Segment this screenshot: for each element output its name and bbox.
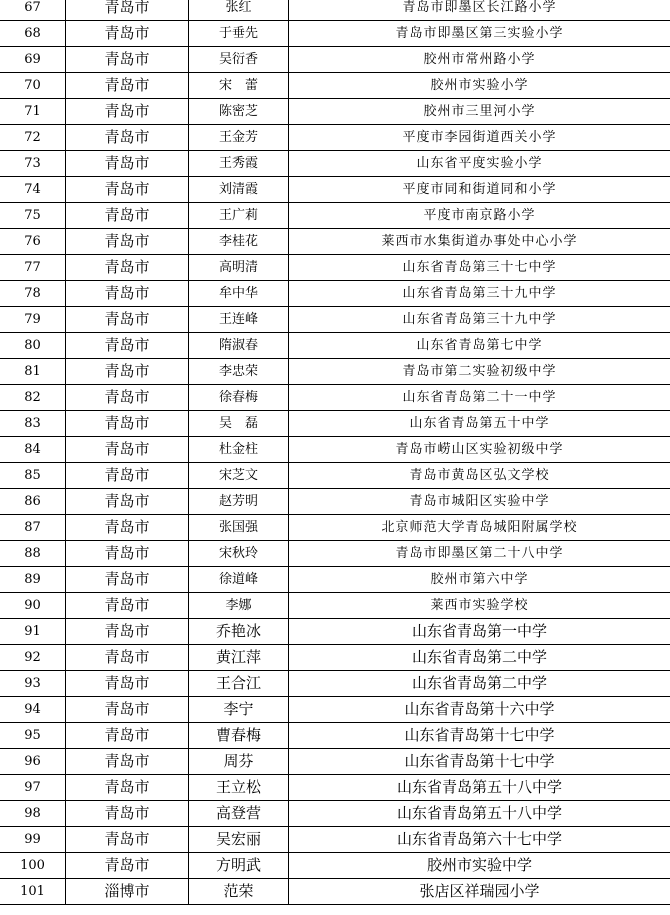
city-cell: 青岛市 [66,775,189,801]
school-cell: 北京师范大学青岛城阳附属学校 [289,515,670,541]
table-row [0,515,670,541]
school-cell: 山东省青岛第十七中学 [289,749,670,775]
name-cell: 范荣 [189,879,289,905]
row-number: 94 [0,697,66,723]
school-cell: 山东省青岛第三十九中学 [289,281,670,307]
city-cell: 青岛市 [66,229,189,255]
city-cell: 青岛市 [66,281,189,307]
row-number: 83 [0,411,66,437]
table-row [0,541,670,567]
name-cell: 王金芳 [189,125,289,151]
name-cell: 李桂花 [189,229,289,255]
table-row [0,125,670,151]
school-cell: 山东省青岛第二十一中学 [289,385,670,411]
school-cell: 青岛市第二实验初级中学 [289,359,670,385]
row-number: 85 [0,463,66,489]
city-cell: 青岛市 [66,645,189,671]
name-cell: 牟中华 [189,281,289,307]
name-cell: 徐道峰 [189,567,289,593]
school-cell: 胶州市常州路小学 [289,47,670,73]
city-cell: 青岛市 [66,619,189,645]
row-number: 98 [0,801,66,827]
name-cell: 张红 [189,0,289,21]
school-cell: 青岛市即墨区第二十八中学 [289,541,670,567]
name-cell: 高登营 [189,801,289,827]
name-cell: 曹春梅 [189,723,289,749]
table-row [0,853,670,879]
school-cell: 山东省青岛第五十八中学 [289,775,670,801]
row-number: 86 [0,489,66,515]
name-cell: 王合江 [189,671,289,697]
name-cell: 赵芳明 [189,489,289,515]
city-cell: 青岛市 [66,203,189,229]
name-cell: 黄江萍 [189,645,289,671]
table-row [0,281,670,307]
table-row [0,827,670,853]
row-number: 74 [0,177,66,203]
school-cell: 青岛市即墨区长江路小学 [289,0,670,21]
city-cell: 青岛市 [66,723,189,749]
row-number: 76 [0,229,66,255]
name-cell: 于垂先 [189,21,289,47]
school-cell: 山东省青岛第十六中学 [289,697,670,723]
table-row [0,21,670,47]
name-cell: 徐春梅 [189,385,289,411]
name-cell: 李宁 [189,697,289,723]
city-cell: 青岛市 [66,21,189,47]
table-row [0,645,670,671]
school-cell: 山东省平度实验小学 [289,151,670,177]
row-number: 92 [0,645,66,671]
city-cell: 青岛市 [66,853,189,879]
name-cell: 乔艳冰 [189,619,289,645]
table-row [0,749,670,775]
city-cell: 青岛市 [66,437,189,463]
school-cell: 张店区祥瑞园小学 [289,879,670,905]
name-cell: 高明清 [189,255,289,281]
table-row [0,229,670,255]
name-cell: 宋芝文 [189,463,289,489]
table-row [0,177,670,203]
city-cell: 青岛市 [66,151,189,177]
name-cell: 周芬 [189,749,289,775]
row-number: 67 [0,0,66,21]
row-number: 81 [0,359,66,385]
table-row [0,255,670,281]
school-cell: 平度市南京路小学 [289,203,670,229]
city-cell: 青岛市 [66,255,189,281]
city-cell: 青岛市 [66,515,189,541]
row-number: 73 [0,151,66,177]
row-number: 95 [0,723,66,749]
name-cell: 宋 蕾 [189,73,289,99]
city-cell: 青岛市 [66,385,189,411]
name-cell: 李娜 [189,593,289,619]
row-number: 84 [0,437,66,463]
name-cell: 王秀霞 [189,151,289,177]
row-number: 101 [0,879,66,905]
row-number: 89 [0,567,66,593]
school-cell: 山东省青岛第三十七中学 [289,255,670,281]
table-row [0,671,670,697]
school-cell: 莱西市实验学校 [289,593,670,619]
row-number: 91 [0,619,66,645]
city-cell: 青岛市 [66,593,189,619]
school-cell: 胶州市三里河小学 [289,99,670,125]
name-cell: 吴衍香 [189,47,289,73]
table-row [0,307,670,333]
school-cell: 青岛市崂山区实验初级中学 [289,437,670,463]
row-number: 79 [0,307,66,333]
school-cell: 山东省青岛第六十七中学 [289,827,670,853]
table-row [0,151,670,177]
row-number: 87 [0,515,66,541]
school-cell: 山东省青岛第一中学 [289,619,670,645]
school-cell: 平度市同和街道同和小学 [289,177,670,203]
city-cell: 青岛市 [66,671,189,697]
table-row [0,203,670,229]
row-number: 93 [0,671,66,697]
school-cell: 莱西市水集街道办事处中心小学 [289,229,670,255]
name-cell: 王立松 [189,775,289,801]
table-row [0,333,670,359]
school-cell: 山东省青岛第七中学 [289,333,670,359]
city-cell: 淄博市 [66,879,189,905]
city-cell: 青岛市 [66,177,189,203]
row-number: 100 [0,853,66,879]
city-cell: 青岛市 [66,567,189,593]
table-row [0,437,670,463]
row-number: 80 [0,333,66,359]
table-row [0,385,670,411]
school-cell: 胶州市第六中学 [289,567,670,593]
city-cell: 青岛市 [66,0,189,21]
name-cell: 宋秋玲 [189,541,289,567]
name-cell: 张国强 [189,515,289,541]
name-cell: 李忠荣 [189,359,289,385]
table-row [0,73,670,99]
row-number: 77 [0,255,66,281]
name-cell: 刘清霞 [189,177,289,203]
city-cell: 青岛市 [66,47,189,73]
name-cell: 吴宏丽 [189,827,289,853]
city-cell: 青岛市 [66,827,189,853]
city-cell: 青岛市 [66,99,189,125]
row-number: 78 [0,281,66,307]
school-cell: 平度市李园街道西关小学 [289,125,670,151]
school-cell: 胶州市实验中学 [289,853,670,879]
table-row [0,723,670,749]
city-cell: 青岛市 [66,463,189,489]
name-cell: 陈密芝 [189,99,289,125]
table-row [0,99,670,125]
name-cell: 王广莉 [189,203,289,229]
city-cell: 青岛市 [66,333,189,359]
city-cell: 青岛市 [66,307,189,333]
city-cell: 青岛市 [66,749,189,775]
row-number: 96 [0,749,66,775]
school-cell: 山东省青岛第三十九中学 [289,307,670,333]
school-cell: 山东省青岛第二中学 [289,645,670,671]
city-cell: 青岛市 [66,359,189,385]
table-row [0,801,670,827]
row-number: 75 [0,203,66,229]
name-cell: 隋淑春 [189,333,289,359]
row-number: 71 [0,99,66,125]
row-number: 69 [0,47,66,73]
table-row [0,593,670,619]
row-number: 72 [0,125,66,151]
table-row [0,0,670,21]
city-cell: 青岛市 [66,73,189,99]
school-cell: 山东省青岛第二中学 [289,671,670,697]
school-cell: 青岛市城阳区实验中学 [289,489,670,515]
row-number: 68 [0,21,66,47]
table-row [0,463,670,489]
table-row [0,359,670,385]
row-number: 99 [0,827,66,853]
row-number: 90 [0,593,66,619]
school-cell: 山东省青岛第五十中学 [289,411,670,437]
table-row [0,567,670,593]
school-cell: 胶州市实验小学 [289,73,670,99]
table-row [0,697,670,723]
city-cell: 青岛市 [66,801,189,827]
school-cell: 青岛市黄岛区弘文学校 [289,463,670,489]
table-row [0,619,670,645]
table-row [0,411,670,437]
city-cell: 青岛市 [66,541,189,567]
row-number: 70 [0,73,66,99]
city-cell: 青岛市 [66,125,189,151]
name-cell: 杜金柱 [189,437,289,463]
row-number: 82 [0,385,66,411]
table-row [0,489,670,515]
name-cell: 方明武 [189,853,289,879]
school-cell: 山东省青岛第十七中学 [289,723,670,749]
name-cell: 王连峰 [189,307,289,333]
table-row [0,775,670,801]
city-cell: 青岛市 [66,697,189,723]
city-cell: 青岛市 [66,489,189,515]
school-cell: 山东省青岛第五十八中学 [289,801,670,827]
table-row [0,47,670,73]
row-number: 88 [0,541,66,567]
school-cell: 青岛市即墨区第三实验小学 [289,21,670,47]
row-number: 97 [0,775,66,801]
name-cell: 吴 磊 [189,411,289,437]
table-row [0,879,670,905]
city-cell: 青岛市 [66,411,189,437]
